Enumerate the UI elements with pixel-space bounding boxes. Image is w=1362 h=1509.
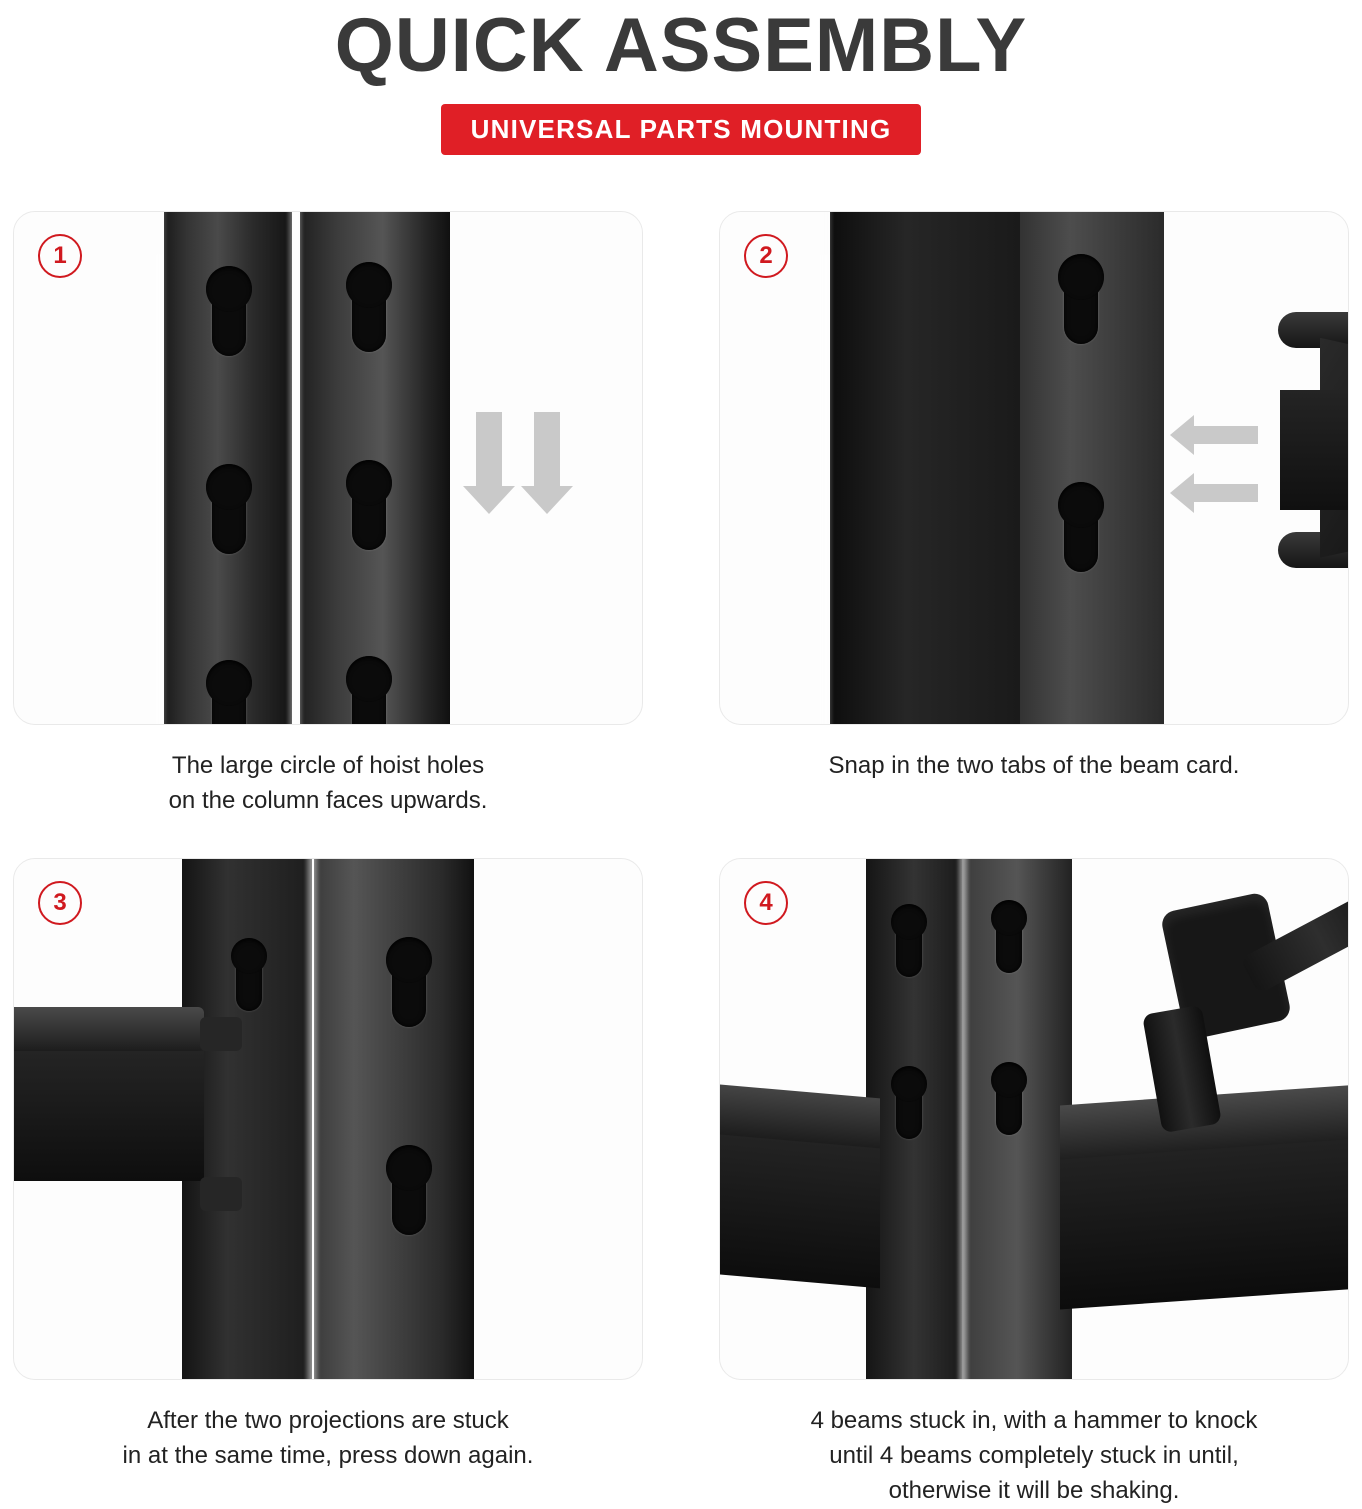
column-edge-highlight: [286, 211, 304, 725]
keyhole-slot: [212, 664, 246, 725]
beam-horizontal-lower: [13, 1051, 204, 1181]
step-2-caption: [734, 749, 1334, 784]
column-edge-highlight-2: [154, 211, 168, 725]
step-4-image: [719, 858, 1349, 1380]
step-badge: 3: [38, 881, 82, 925]
down-arrows-icon: [476, 412, 502, 488]
keyhole-slot: [896, 1069, 922, 1139]
keyhole-slot: [1064, 258, 1098, 344]
keyhole-slot: [996, 903, 1022, 973]
caption-line: 4 beams stuck in, with a hammer to knock: [810, 1407, 1258, 1435]
keyhole-slot: [236, 941, 262, 1011]
beam-tab-lower: [200, 1177, 242, 1211]
caption-line: The large circle of hoist holes: [171, 751, 485, 779]
beam-right-lower: [1060, 1139, 1349, 1310]
caption-line: on the column faces upwards.: [168, 786, 488, 814]
step-3-caption: [28, 1404, 628, 1474]
step-4-caption: [724, 1404, 1344, 1508]
keyhole-slot: [392, 1149, 426, 1235]
header: [0, 0, 1362, 155]
keyhole-slot: [352, 660, 386, 725]
column-post-right: [314, 858, 474, 1380]
keyhole-slot: [212, 468, 246, 554]
step-badge: 1: [38, 234, 82, 278]
keyhole-slot: [352, 464, 386, 550]
step-3: [14, 858, 642, 1508]
keyhole-slot: [352, 266, 386, 352]
step-1: [14, 211, 642, 819]
steps-row-1: [0, 211, 1362, 819]
step-1-image: [13, 211, 643, 725]
step-3-image: [13, 858, 643, 1380]
keyhole-slot: [996, 1065, 1022, 1135]
left-arrows-icon: [1194, 426, 1258, 444]
down-arrows-icon: [534, 412, 560, 488]
caption-line: Snap in the two tabs of the beam card.: [828, 751, 1240, 779]
step-1-caption: [28, 749, 628, 819]
steps-row-2: [0, 858, 1362, 1508]
post-edge-highlight: [956, 858, 970, 1380]
caption-line: otherwise it will be shaking.: [888, 1476, 1180, 1504]
keyhole-slot: [392, 941, 426, 1027]
subtitle-container: [0, 104, 1362, 155]
post-edge-highlight: [818, 211, 834, 725]
keyhole-slot: [896, 907, 922, 977]
caption-line: until 4 beams completely stuck in until,: [829, 1442, 1239, 1470]
keyhole-slot: [1064, 486, 1098, 572]
caption-line: After the two projections are stuck: [147, 1407, 509, 1435]
step-2: [720, 211, 1348, 819]
column-post: [830, 211, 1020, 725]
step-badge: 2: [744, 234, 788, 278]
left-arrows-icon: [1194, 484, 1258, 502]
beam-left-lower: [719, 1134, 880, 1289]
beam-horizontal: [13, 1007, 204, 1051]
beam-plate: [1280, 390, 1349, 510]
step-4: [720, 858, 1348, 1508]
page-title: QUICK ASSEMBLY: [334, 3, 1028, 88]
caption-line: in at the same time, press down again.: [122, 1442, 534, 1470]
subtitle-banner: UNIVERSAL PARTS MOUNTING: [441, 104, 922, 155]
step-badge: 4: [744, 881, 788, 925]
step-2-image: [719, 211, 1349, 725]
beam-tab-upper: [200, 1017, 242, 1051]
keyhole-slot: [212, 270, 246, 356]
post-edge-highlight: [304, 858, 320, 1380]
